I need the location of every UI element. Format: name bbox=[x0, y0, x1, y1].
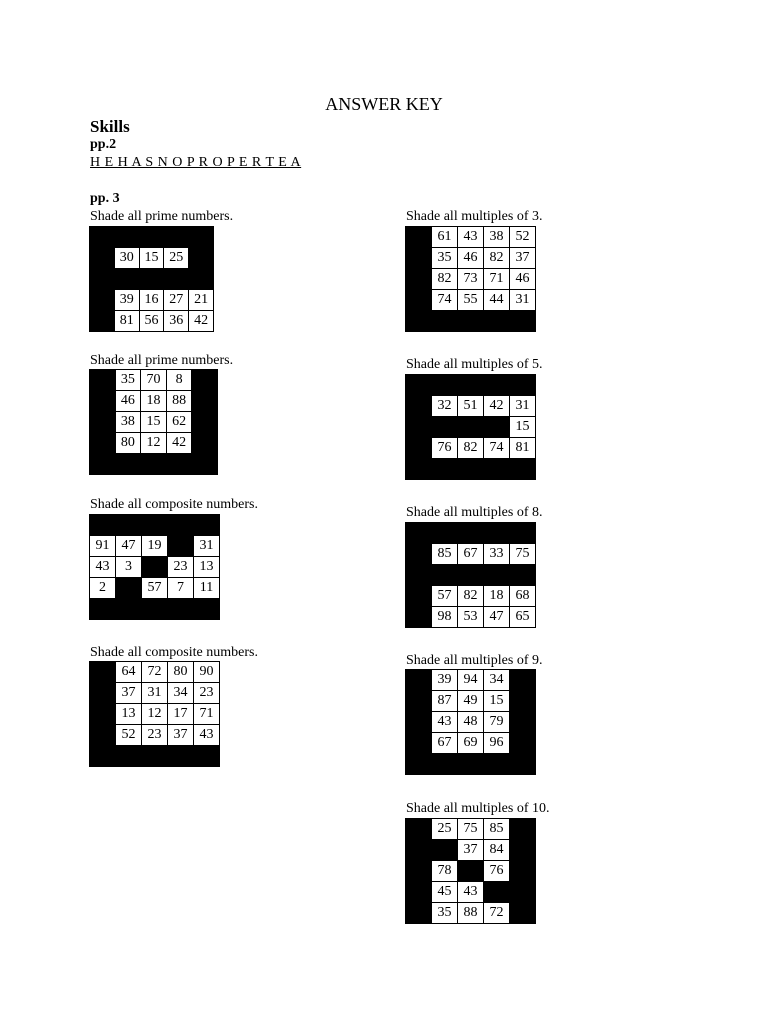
shaded-cell bbox=[458, 523, 484, 544]
number-cell: 33 bbox=[484, 544, 510, 565]
grid-row bbox=[406, 903, 536, 924]
shaded-cell bbox=[114, 269, 139, 290]
shaded-cell bbox=[510, 754, 536, 775]
shaded-cell bbox=[484, 459, 510, 480]
shaded-cell bbox=[406, 670, 432, 691]
number-cell: 31 bbox=[194, 536, 220, 557]
shaded-cell bbox=[189, 269, 214, 290]
grid-row bbox=[406, 269, 536, 290]
shaded-cell bbox=[90, 454, 116, 475]
number-cell: 23 bbox=[194, 683, 220, 704]
shaded-cell bbox=[406, 311, 432, 332]
shaded-cell bbox=[510, 565, 536, 586]
shaded-cell bbox=[432, 565, 458, 586]
shaded-cell bbox=[406, 586, 432, 607]
shaded-cell bbox=[164, 269, 189, 290]
shaded-cell bbox=[458, 565, 484, 586]
grid-row bbox=[90, 662, 220, 683]
grid-row bbox=[90, 454, 218, 475]
shaded-cell bbox=[90, 515, 116, 536]
number-cell: 82 bbox=[484, 248, 510, 269]
shaded-cell bbox=[406, 819, 432, 840]
grid-row bbox=[406, 712, 536, 733]
number-cell: 15 bbox=[141, 412, 167, 433]
number-cell: 65 bbox=[510, 607, 536, 628]
grid-row bbox=[406, 691, 536, 712]
number-cell: 12 bbox=[142, 704, 168, 725]
shaded-cell bbox=[192, 454, 218, 475]
pp2-label: pp.2 bbox=[90, 137, 117, 152]
shading-grid bbox=[89, 514, 220, 620]
shading-grid bbox=[405, 818, 536, 924]
grid-row bbox=[406, 754, 536, 775]
shaded-cell bbox=[406, 375, 432, 396]
shaded-cell bbox=[90, 227, 115, 248]
grid-row bbox=[90, 704, 220, 725]
grid-row bbox=[90, 290, 214, 311]
shading-grid bbox=[405, 374, 536, 480]
number-cell: 43 bbox=[90, 557, 116, 578]
number-cell: 55 bbox=[458, 290, 484, 311]
shaded-cell bbox=[510, 819, 536, 840]
number-cell: 19 bbox=[142, 536, 168, 557]
shaded-cell bbox=[142, 557, 168, 578]
shaded-cell bbox=[484, 523, 510, 544]
number-cell: 82 bbox=[458, 586, 484, 607]
number-cell: 2 bbox=[90, 578, 116, 599]
number-cell: 57 bbox=[432, 586, 458, 607]
shading-grid bbox=[405, 226, 536, 332]
number-cell: 23 bbox=[168, 557, 194, 578]
shaded-cell bbox=[432, 375, 458, 396]
shaded-cell bbox=[510, 670, 536, 691]
grid-row bbox=[406, 565, 536, 586]
number-cell: 3 bbox=[116, 557, 142, 578]
puzzle-instruction: Shade all composite numbers. bbox=[90, 645, 258, 660]
shaded-cell bbox=[458, 417, 484, 438]
pp3-label: pp. 3 bbox=[90, 191, 120, 206]
number-cell: 43 bbox=[458, 882, 484, 903]
number-cell: 31 bbox=[510, 290, 536, 311]
number-cell: 37 bbox=[458, 840, 484, 861]
number-cell: 34 bbox=[168, 683, 194, 704]
shaded-cell bbox=[432, 523, 458, 544]
number-cell: 35 bbox=[432, 903, 458, 924]
grid-row bbox=[406, 438, 536, 459]
number-cell: 67 bbox=[458, 544, 484, 565]
grid-row bbox=[406, 248, 536, 269]
shaded-cell bbox=[484, 754, 510, 775]
shaded-cell bbox=[116, 578, 142, 599]
number-cell: 37 bbox=[168, 725, 194, 746]
number-cell: 15 bbox=[484, 691, 510, 712]
number-cell: 46 bbox=[115, 391, 141, 412]
grid-row bbox=[90, 599, 220, 620]
number-cell: 15 bbox=[510, 417, 536, 438]
number-cell: 82 bbox=[432, 269, 458, 290]
number-cell: 74 bbox=[484, 438, 510, 459]
shaded-cell bbox=[406, 459, 432, 480]
shaded-cell bbox=[194, 746, 220, 767]
shaded-cell bbox=[116, 746, 142, 767]
number-cell: 16 bbox=[139, 290, 164, 311]
number-cell: 52 bbox=[116, 725, 142, 746]
shading-grid bbox=[89, 369, 218, 475]
number-cell: 18 bbox=[141, 391, 167, 412]
shaded-cell bbox=[90, 725, 116, 746]
grid-row bbox=[90, 683, 220, 704]
shaded-cell bbox=[90, 290, 115, 311]
number-cell: 45 bbox=[432, 882, 458, 903]
grid-row bbox=[90, 536, 220, 557]
number-cell: 87 bbox=[432, 691, 458, 712]
number-cell: 42 bbox=[166, 433, 192, 454]
number-cell: 88 bbox=[458, 903, 484, 924]
number-cell: 34 bbox=[484, 670, 510, 691]
shaded-cell bbox=[458, 754, 484, 775]
number-cell: 82 bbox=[458, 438, 484, 459]
number-cell: 25 bbox=[432, 819, 458, 840]
number-cell: 36 bbox=[164, 311, 189, 332]
shaded-cell bbox=[510, 691, 536, 712]
shaded-cell bbox=[406, 269, 432, 290]
number-cell: 80 bbox=[168, 662, 194, 683]
shaded-cell bbox=[164, 227, 189, 248]
number-cell: 12 bbox=[141, 433, 167, 454]
number-cell: 80 bbox=[115, 433, 141, 454]
shaded-cell bbox=[115, 454, 141, 475]
number-cell: 13 bbox=[194, 557, 220, 578]
number-cell: 21 bbox=[189, 290, 214, 311]
number-cell: 98 bbox=[432, 607, 458, 628]
number-cell: 64 bbox=[116, 662, 142, 683]
shaded-cell bbox=[192, 433, 218, 454]
number-cell: 27 bbox=[164, 290, 189, 311]
number-cell: 43 bbox=[194, 725, 220, 746]
shaded-cell bbox=[406, 417, 432, 438]
shaded-cell bbox=[192, 370, 218, 391]
grid-row bbox=[90, 725, 220, 746]
number-cell: 44 bbox=[484, 290, 510, 311]
number-cell: 68 bbox=[510, 586, 536, 607]
grid-row bbox=[406, 861, 536, 882]
shaded-cell bbox=[406, 290, 432, 311]
shaded-cell bbox=[484, 417, 510, 438]
shaded-cell bbox=[406, 565, 432, 586]
grid-row bbox=[90, 391, 218, 412]
shaded-cell bbox=[189, 248, 214, 269]
shaded-cell bbox=[166, 454, 192, 475]
shaded-cell bbox=[168, 746, 194, 767]
shaded-cell bbox=[484, 882, 510, 903]
number-cell: 75 bbox=[510, 544, 536, 565]
shaded-cell bbox=[432, 459, 458, 480]
number-cell: 25 bbox=[164, 248, 189, 269]
shaded-cell bbox=[510, 733, 536, 754]
grid-row bbox=[90, 269, 214, 290]
number-cell: 51 bbox=[458, 396, 484, 417]
number-cell: 67 bbox=[432, 733, 458, 754]
shaded-cell bbox=[510, 712, 536, 733]
grid-row bbox=[90, 311, 214, 332]
shaded-cell bbox=[406, 712, 432, 733]
number-cell: 84 bbox=[484, 840, 510, 861]
number-cell: 94 bbox=[458, 670, 484, 691]
number-cell: 43 bbox=[432, 712, 458, 733]
grid-row bbox=[406, 290, 536, 311]
shaded-cell bbox=[458, 375, 484, 396]
number-cell: 53 bbox=[458, 607, 484, 628]
number-cell: 85 bbox=[432, 544, 458, 565]
shaded-cell bbox=[510, 882, 536, 903]
grid-row bbox=[406, 733, 536, 754]
grid-row bbox=[406, 840, 536, 861]
shaded-cell bbox=[458, 861, 484, 882]
shaded-cell bbox=[510, 375, 536, 396]
shading-grid bbox=[405, 522, 536, 628]
grid-row bbox=[90, 412, 218, 433]
grid-row bbox=[406, 819, 536, 840]
shaded-cell bbox=[510, 523, 536, 544]
number-cell: 42 bbox=[189, 311, 214, 332]
number-cell: 81 bbox=[510, 438, 536, 459]
shaded-cell bbox=[406, 544, 432, 565]
number-cell: 39 bbox=[432, 670, 458, 691]
shaded-cell bbox=[432, 840, 458, 861]
grid-row bbox=[90, 515, 220, 536]
shaded-cell bbox=[116, 599, 142, 620]
shaded-cell bbox=[406, 754, 432, 775]
shaded-cell bbox=[432, 417, 458, 438]
number-cell: 90 bbox=[194, 662, 220, 683]
number-cell: 49 bbox=[458, 691, 484, 712]
shaded-cell bbox=[194, 599, 220, 620]
shaded-cell bbox=[406, 227, 432, 248]
number-cell: 57 bbox=[142, 578, 168, 599]
shaded-cell bbox=[406, 523, 432, 544]
grid-row bbox=[406, 417, 536, 438]
shaded-cell bbox=[406, 903, 432, 924]
shaded-cell bbox=[510, 861, 536, 882]
shaded-cell bbox=[114, 227, 139, 248]
number-cell: 46 bbox=[510, 269, 536, 290]
number-cell: 73 bbox=[458, 269, 484, 290]
shaded-cell bbox=[142, 599, 168, 620]
shaded-cell bbox=[90, 704, 116, 725]
number-cell: 30 bbox=[114, 248, 139, 269]
number-cell: 37 bbox=[510, 248, 536, 269]
grid-row bbox=[90, 248, 214, 269]
shaded-cell bbox=[484, 375, 510, 396]
puzzle-instruction: Shade all multiples of 10. bbox=[406, 801, 550, 816]
number-cell: 47 bbox=[484, 607, 510, 628]
number-cell: 71 bbox=[484, 269, 510, 290]
shaded-cell bbox=[406, 607, 432, 628]
number-cell: 70 bbox=[141, 370, 167, 391]
number-cell: 8 bbox=[166, 370, 192, 391]
shaded-cell bbox=[406, 438, 432, 459]
shaded-cell bbox=[194, 515, 220, 536]
grid-row bbox=[406, 544, 536, 565]
grid-row bbox=[90, 227, 214, 248]
grid-row bbox=[406, 227, 536, 248]
shaded-cell bbox=[90, 433, 116, 454]
number-cell: 62 bbox=[166, 412, 192, 433]
shaded-cell bbox=[484, 311, 510, 332]
shaded-cell bbox=[510, 840, 536, 861]
puzzle-instruction: Shade all multiples of 8. bbox=[406, 505, 543, 520]
number-cell: 35 bbox=[432, 248, 458, 269]
grid-row bbox=[406, 882, 536, 903]
grid-row bbox=[406, 607, 536, 628]
shaded-cell bbox=[90, 248, 115, 269]
grid-row bbox=[90, 578, 220, 599]
number-cell: 71 bbox=[194, 704, 220, 725]
shaded-cell bbox=[406, 248, 432, 269]
number-cell: 78 bbox=[432, 861, 458, 882]
number-cell: 72 bbox=[142, 662, 168, 683]
shaded-cell bbox=[90, 370, 116, 391]
shaded-cell bbox=[406, 396, 432, 417]
shaded-cell bbox=[189, 227, 214, 248]
number-cell: 88 bbox=[166, 391, 192, 412]
section-heading: Skills bbox=[90, 117, 130, 136]
grid-row bbox=[90, 746, 220, 767]
number-cell: 85 bbox=[484, 819, 510, 840]
number-cell: 61 bbox=[432, 227, 458, 248]
number-cell: 56 bbox=[139, 311, 164, 332]
puzzle-instruction: Shade all multiples of 3. bbox=[406, 209, 543, 224]
number-cell: 47 bbox=[116, 536, 142, 557]
shaded-cell bbox=[90, 683, 116, 704]
grid-row bbox=[90, 370, 218, 391]
number-cell: 31 bbox=[142, 683, 168, 704]
shaded-cell bbox=[141, 454, 167, 475]
shaded-cell bbox=[406, 861, 432, 882]
number-cell: 7 bbox=[168, 578, 194, 599]
puzzle-instruction: Shade all multiples of 5. bbox=[406, 357, 543, 372]
number-cell: 72 bbox=[484, 903, 510, 924]
shaded-cell bbox=[432, 311, 458, 332]
shading-grid bbox=[405, 669, 536, 775]
number-cell: 76 bbox=[484, 861, 510, 882]
number-cell: 75 bbox=[458, 819, 484, 840]
number-cell: 18 bbox=[484, 586, 510, 607]
number-cell: 38 bbox=[115, 412, 141, 433]
shading-grid bbox=[89, 226, 214, 332]
page-title: ANSWER KEY bbox=[325, 94, 443, 114]
number-cell: 32 bbox=[432, 396, 458, 417]
number-cell: 91 bbox=[90, 536, 116, 557]
shaded-cell bbox=[192, 391, 218, 412]
number-cell: 11 bbox=[194, 578, 220, 599]
number-cell: 37 bbox=[116, 683, 142, 704]
grid-row bbox=[406, 311, 536, 332]
grid-row bbox=[406, 670, 536, 691]
shaded-cell bbox=[90, 412, 116, 433]
shaded-cell bbox=[90, 391, 116, 412]
pp2-answer-letters: H E H A S N O P R O P E R T E A bbox=[90, 155, 302, 170]
grid-row bbox=[406, 375, 536, 396]
shaded-cell bbox=[142, 515, 168, 536]
shaded-cell bbox=[484, 565, 510, 586]
shaded-cell bbox=[406, 882, 432, 903]
number-cell: 74 bbox=[432, 290, 458, 311]
puzzle-instruction: Shade all prime numbers. bbox=[90, 209, 234, 224]
shaded-cell bbox=[510, 459, 536, 480]
number-cell: 81 bbox=[114, 311, 139, 332]
puzzle-instruction: Shade all multiples of 9. bbox=[406, 653, 543, 668]
shaded-cell bbox=[139, 269, 164, 290]
shaded-cell bbox=[510, 311, 536, 332]
shaded-cell bbox=[406, 840, 432, 861]
grid-row bbox=[406, 586, 536, 607]
number-cell: 39 bbox=[114, 290, 139, 311]
number-cell: 38 bbox=[484, 227, 510, 248]
number-cell: 52 bbox=[510, 227, 536, 248]
grid-row bbox=[90, 557, 220, 578]
grid-row bbox=[406, 459, 536, 480]
puzzle-instruction: Shade all prime numbers. bbox=[90, 353, 234, 368]
number-cell: 15 bbox=[139, 248, 164, 269]
shaded-cell bbox=[168, 536, 194, 557]
shaded-cell bbox=[90, 269, 115, 290]
shaded-cell bbox=[139, 227, 164, 248]
number-cell: 23 bbox=[142, 725, 168, 746]
shaded-cell bbox=[90, 746, 116, 767]
number-cell: 76 bbox=[432, 438, 458, 459]
number-cell: 69 bbox=[458, 733, 484, 754]
shaded-cell bbox=[432, 754, 458, 775]
shaded-cell bbox=[168, 515, 194, 536]
shaded-cell bbox=[116, 515, 142, 536]
number-cell: 79 bbox=[484, 712, 510, 733]
grid-row bbox=[406, 523, 536, 544]
shading-grid bbox=[89, 661, 220, 767]
grid-row bbox=[406, 396, 536, 417]
shaded-cell bbox=[406, 691, 432, 712]
grid-row bbox=[90, 433, 218, 454]
number-cell: 31 bbox=[510, 396, 536, 417]
number-cell: 35 bbox=[115, 370, 141, 391]
shaded-cell bbox=[90, 662, 116, 683]
shaded-cell bbox=[192, 412, 218, 433]
puzzle-instruction: Shade all composite numbers. bbox=[90, 497, 258, 512]
shaded-cell bbox=[510, 903, 536, 924]
number-cell: 46 bbox=[458, 248, 484, 269]
shaded-cell bbox=[458, 311, 484, 332]
number-cell: 96 bbox=[484, 733, 510, 754]
shaded-cell bbox=[90, 599, 116, 620]
shaded-cell bbox=[142, 746, 168, 767]
shaded-cell bbox=[406, 733, 432, 754]
shaded-cell bbox=[168, 599, 194, 620]
number-cell: 42 bbox=[484, 396, 510, 417]
number-cell: 43 bbox=[458, 227, 484, 248]
number-cell: 48 bbox=[458, 712, 484, 733]
number-cell: 17 bbox=[168, 704, 194, 725]
shaded-cell bbox=[90, 311, 115, 332]
shaded-cell bbox=[458, 459, 484, 480]
number-cell: 13 bbox=[116, 704, 142, 725]
